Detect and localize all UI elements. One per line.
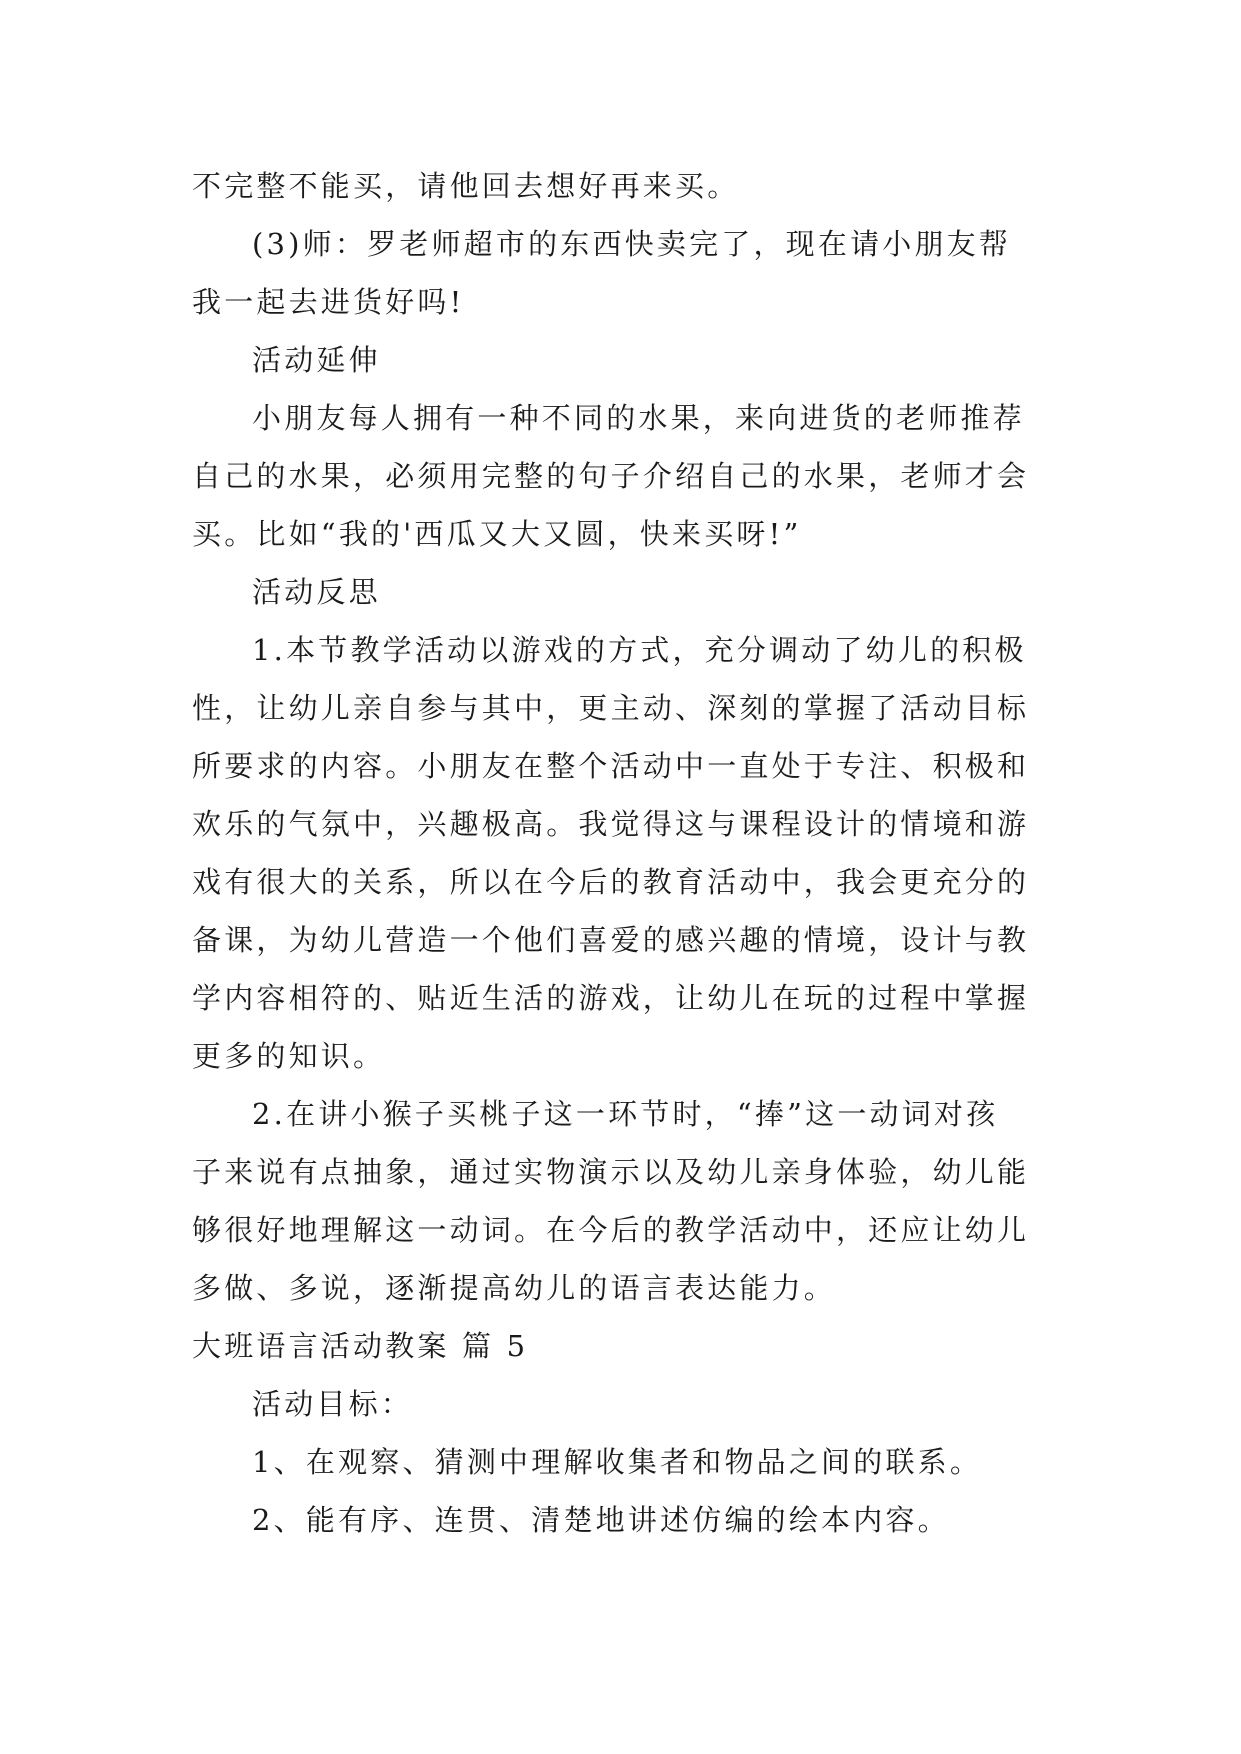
section-heading: 活动延伸 xyxy=(252,343,381,377)
paragraph-line: 备课，为幼儿营造一个他们喜爱的感兴趣的情境，设计与教 xyxy=(192,923,1030,957)
paragraph-line: 买。比如“我的'西瓜又大又圆，快来买呀!” xyxy=(192,517,802,551)
paragraph-line: 子来说有点抽象，通过实物演示以及幼儿亲身体验，幼儿能 xyxy=(192,1155,1030,1189)
list-item: 2、能有序、连贯、清楚地讲述仿编的绘本内容。 xyxy=(252,1503,950,1537)
paragraph-line: 学内容相符的、贴近生活的游戏，让幼儿在玩的过程中掌握 xyxy=(192,981,1030,1015)
paragraph-line: 2.在讲小猴子买桃子这一环节时，“捧”这一动词对孩 xyxy=(252,1097,999,1131)
paragraph-line: 欢乐的气氛中，兴趣极高。我觉得这与课程设计的情境和游 xyxy=(192,807,1030,841)
paragraph-line: 我一起去进货好吗! xyxy=(192,285,465,319)
paragraph-line: 多做、多说，逐渐提高幼儿的语言表达能力。 xyxy=(192,1271,837,1305)
paragraph-line: (3)师：罗老师超市的东西快卖完了，现在请小朋友帮 xyxy=(252,227,1012,261)
paragraph-line: 所要求的内容。小朋友在整个活动中一直处于专注、积极和 xyxy=(192,749,1030,783)
paragraph-line: 1.本节教学活动以游戏的方式，充分调动了幼儿的积极 xyxy=(252,633,1027,667)
paragraph-line: 够很好地理解这一动词。在今后的教学活动中，还应让幼儿 xyxy=(192,1213,1030,1247)
list-item: 1、在观察、猜测中理解收集者和物品之间的联系。 xyxy=(252,1445,983,1479)
section-heading: 活动目标： xyxy=(252,1387,414,1421)
document-section-title: 大班语言活动教案 篇 5 xyxy=(192,1329,529,1363)
paragraph-line: 不完整不能买，请他回去想好再来买。 xyxy=(192,169,740,203)
paragraph-line: 自己的水果，必须用完整的句子介绍自己的水果，老师才会 xyxy=(192,459,1030,493)
paragraph-line: 小朋友每人拥有一种不同的水果，来向进货的老师推荐 xyxy=(252,401,1025,435)
paragraph-line: 性，让幼儿亲自参与其中，更主动、深刻的掌握了活动目标 xyxy=(192,691,1030,725)
paragraph-line: 戏有很大的关系，所以在今后的教育活动中，我会更充分的 xyxy=(192,865,1030,899)
section-heading: 活动反思 xyxy=(252,575,381,609)
paragraph-line: 更多的知识。 xyxy=(192,1039,386,1073)
